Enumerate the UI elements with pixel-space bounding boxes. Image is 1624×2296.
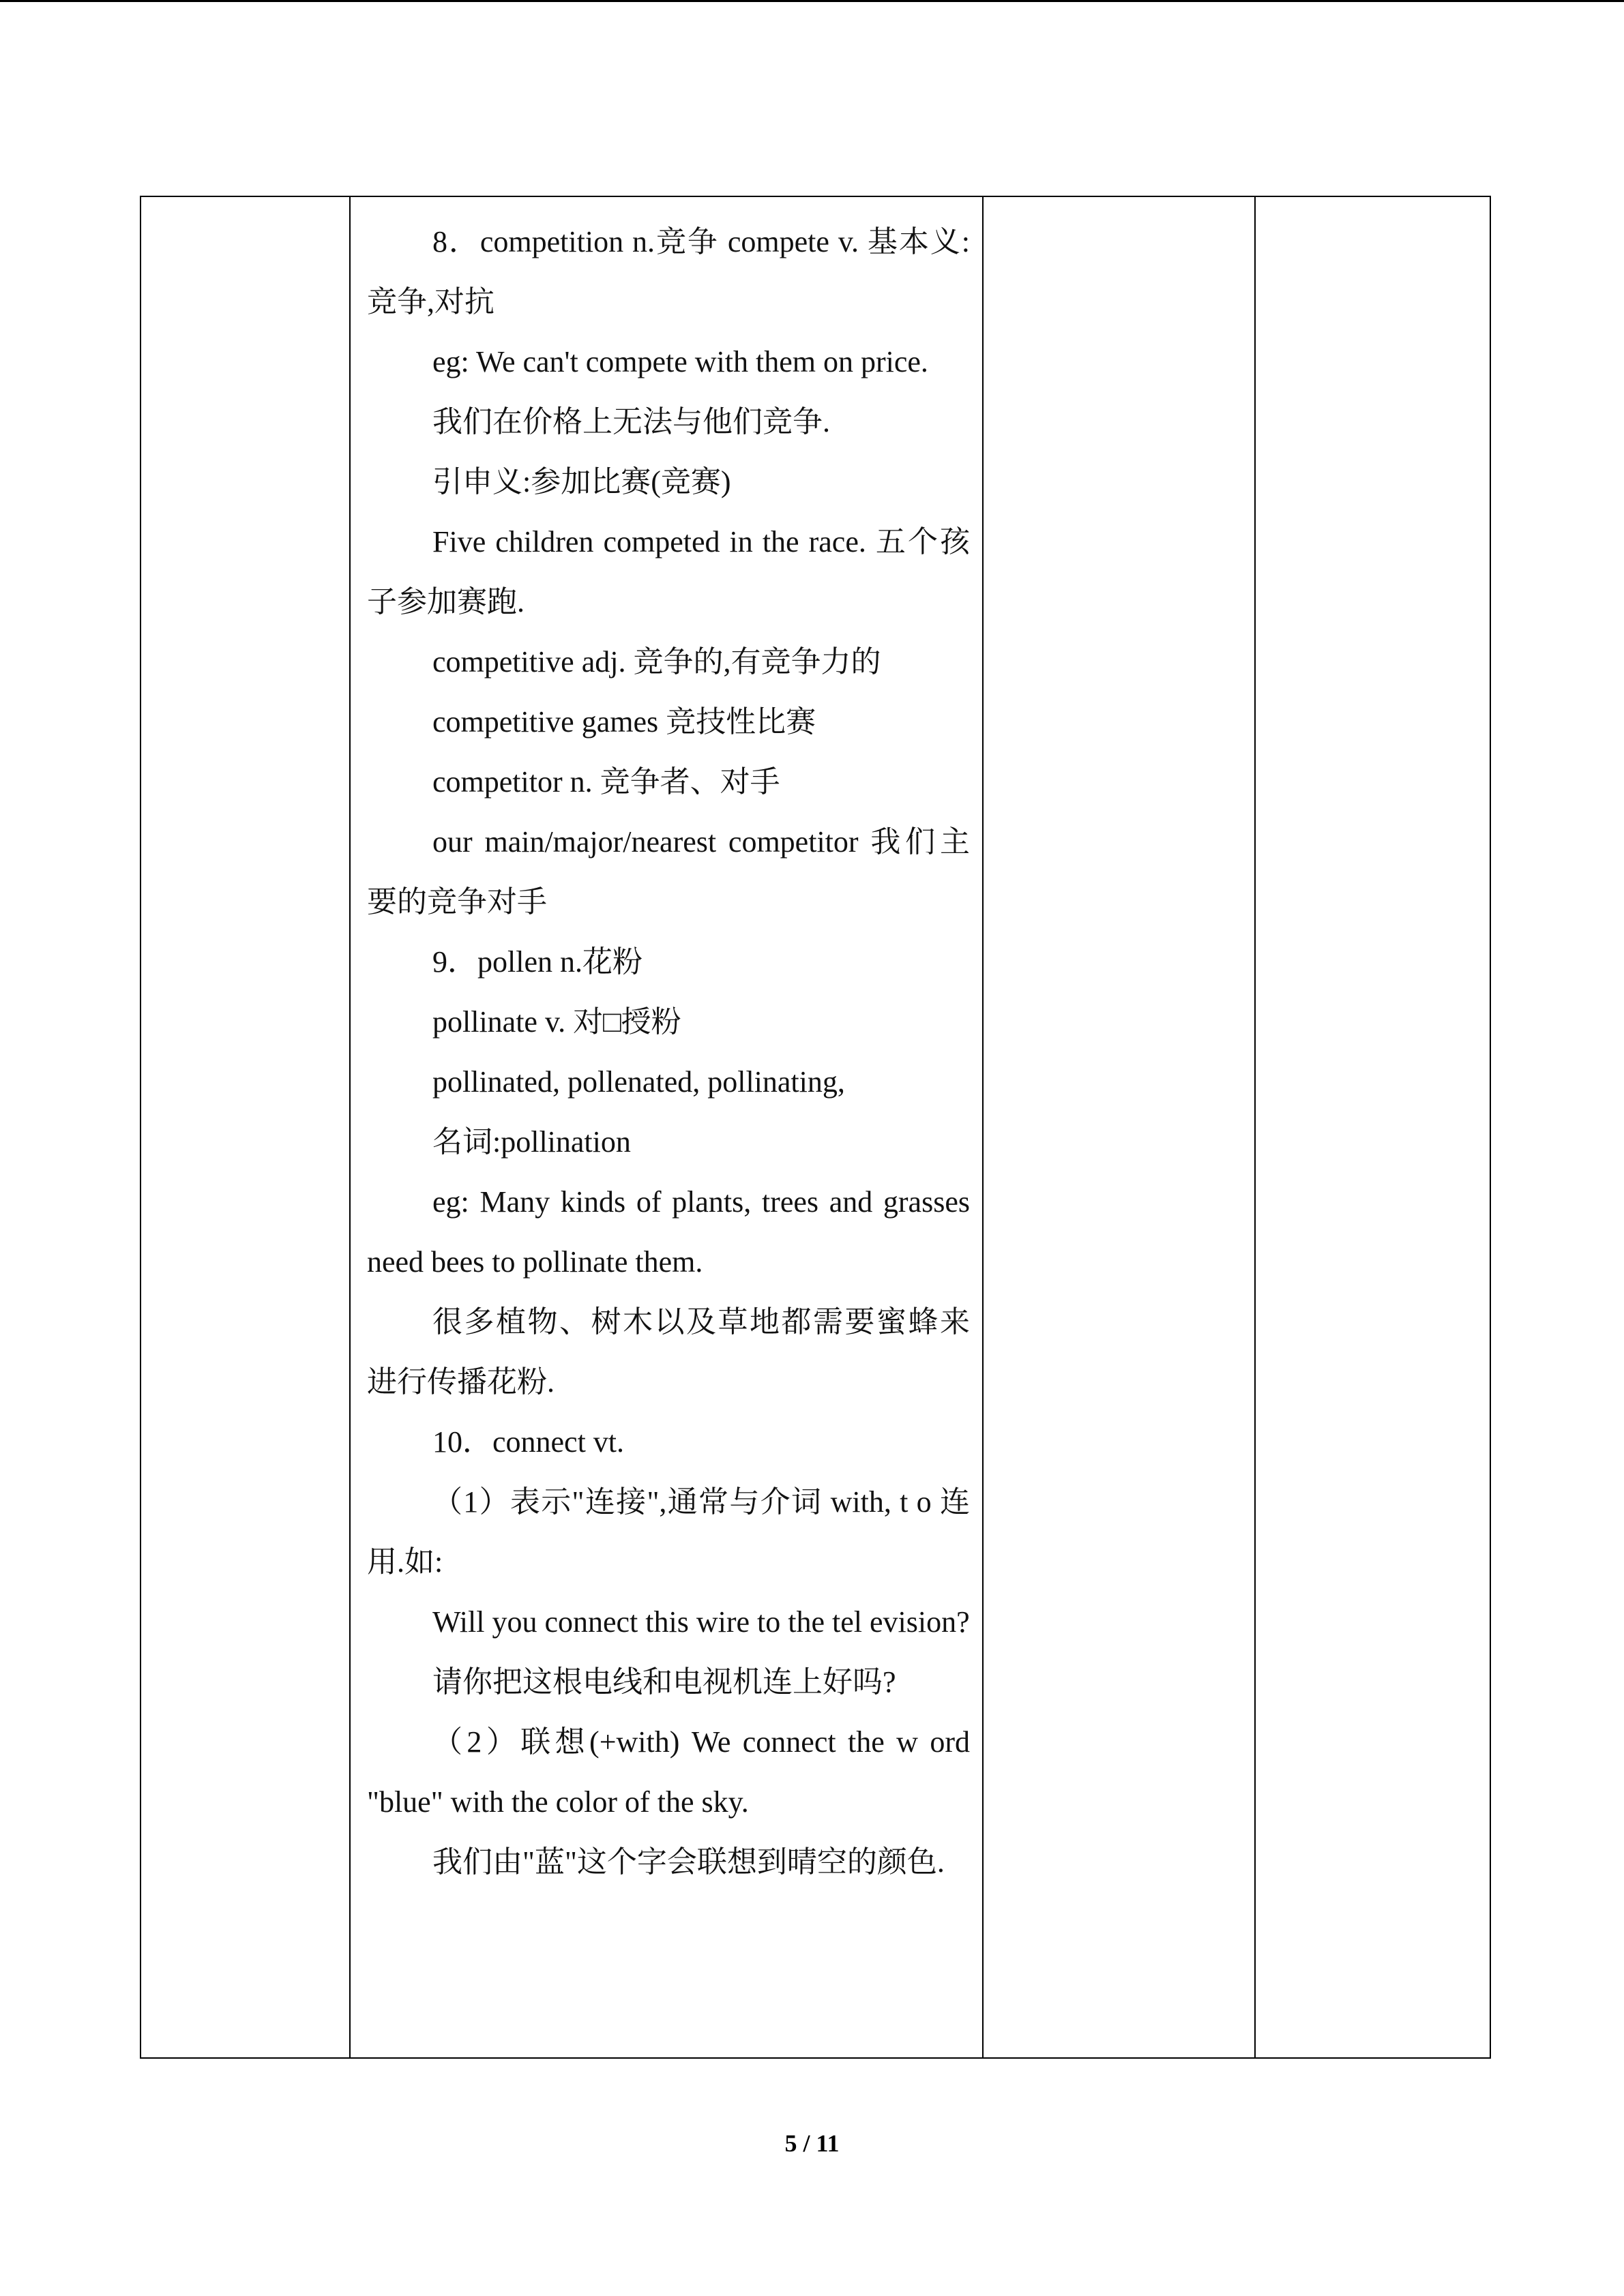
text-line: 请你把这根电线和电视机连上好吗? bbox=[432, 1665, 896, 1699]
table-cell-empty-right bbox=[983, 196, 1255, 2058]
text-line: 我们由"蓝"这个字会联想到晴空的颜色. bbox=[432, 1845, 945, 1879]
text-line: competitive games 竞技性比赛 bbox=[432, 705, 816, 739]
vocabulary-notes bbox=[351, 197, 982, 1892]
table-cell-empty-left bbox=[141, 196, 350, 2058]
text-line: 引申义:参加比赛(竞赛) bbox=[432, 465, 731, 498]
text-line: 很多植物、树木以及草地都需要蜜蜂来进行传播花粉. bbox=[367, 1305, 970, 1399]
text-line: 名词:pollination bbox=[432, 1125, 631, 1159]
top-border-line bbox=[0, 0, 1624, 2]
table-cell-empty-far-right bbox=[1255, 196, 1490, 2058]
text-line: pollinated, pollenated, pollinating, bbox=[432, 1065, 845, 1099]
text-line: 8．competition n.竞争 compete v. 基本义:竞争,对抗 bbox=[367, 225, 970, 318]
text-line: Will you connect this wire to the tel evision? bbox=[432, 1605, 970, 1639]
table-row bbox=[141, 196, 1490, 2058]
text-line: 10．connect vt. bbox=[432, 1425, 625, 1459]
text-line: eg: Many kinds of plants, trees and grasses need bees to pollinate them. bbox=[367, 1185, 970, 1279]
text-line: 我们在价格上无法与他们竞争. bbox=[432, 405, 830, 438]
text-line: pollinate v. 对□授粉 bbox=[432, 1005, 681, 1039]
text-line: eg: We can't compete with them on price. bbox=[432, 345, 928, 378]
text-line: competitor n. 竞争者、对手 bbox=[432, 765, 780, 799]
text-line: Five children competed in the race. 五个孩子参加赛跑. bbox=[367, 525, 970, 618]
text-line: （2）联想(+with) We connect the w ord "blue" with the color of the sky. bbox=[367, 1725, 970, 1819]
text-line: （1）表示"连接",通常与介词 with, t o 连用.如: bbox=[367, 1485, 970, 1579]
text-line: competitive adj. 竞争的,有竞争力的 bbox=[432, 645, 881, 679]
lesson-table bbox=[140, 196, 1491, 2059]
table-cell-content bbox=[350, 196, 983, 2058]
text-line: our main/major/nearest competitor 我们主要的竞争对手 bbox=[367, 825, 970, 919]
page-number: 5 / 11 bbox=[784, 2130, 840, 2157]
text-line: 9．pollen n.花粉 bbox=[432, 945, 643, 979]
